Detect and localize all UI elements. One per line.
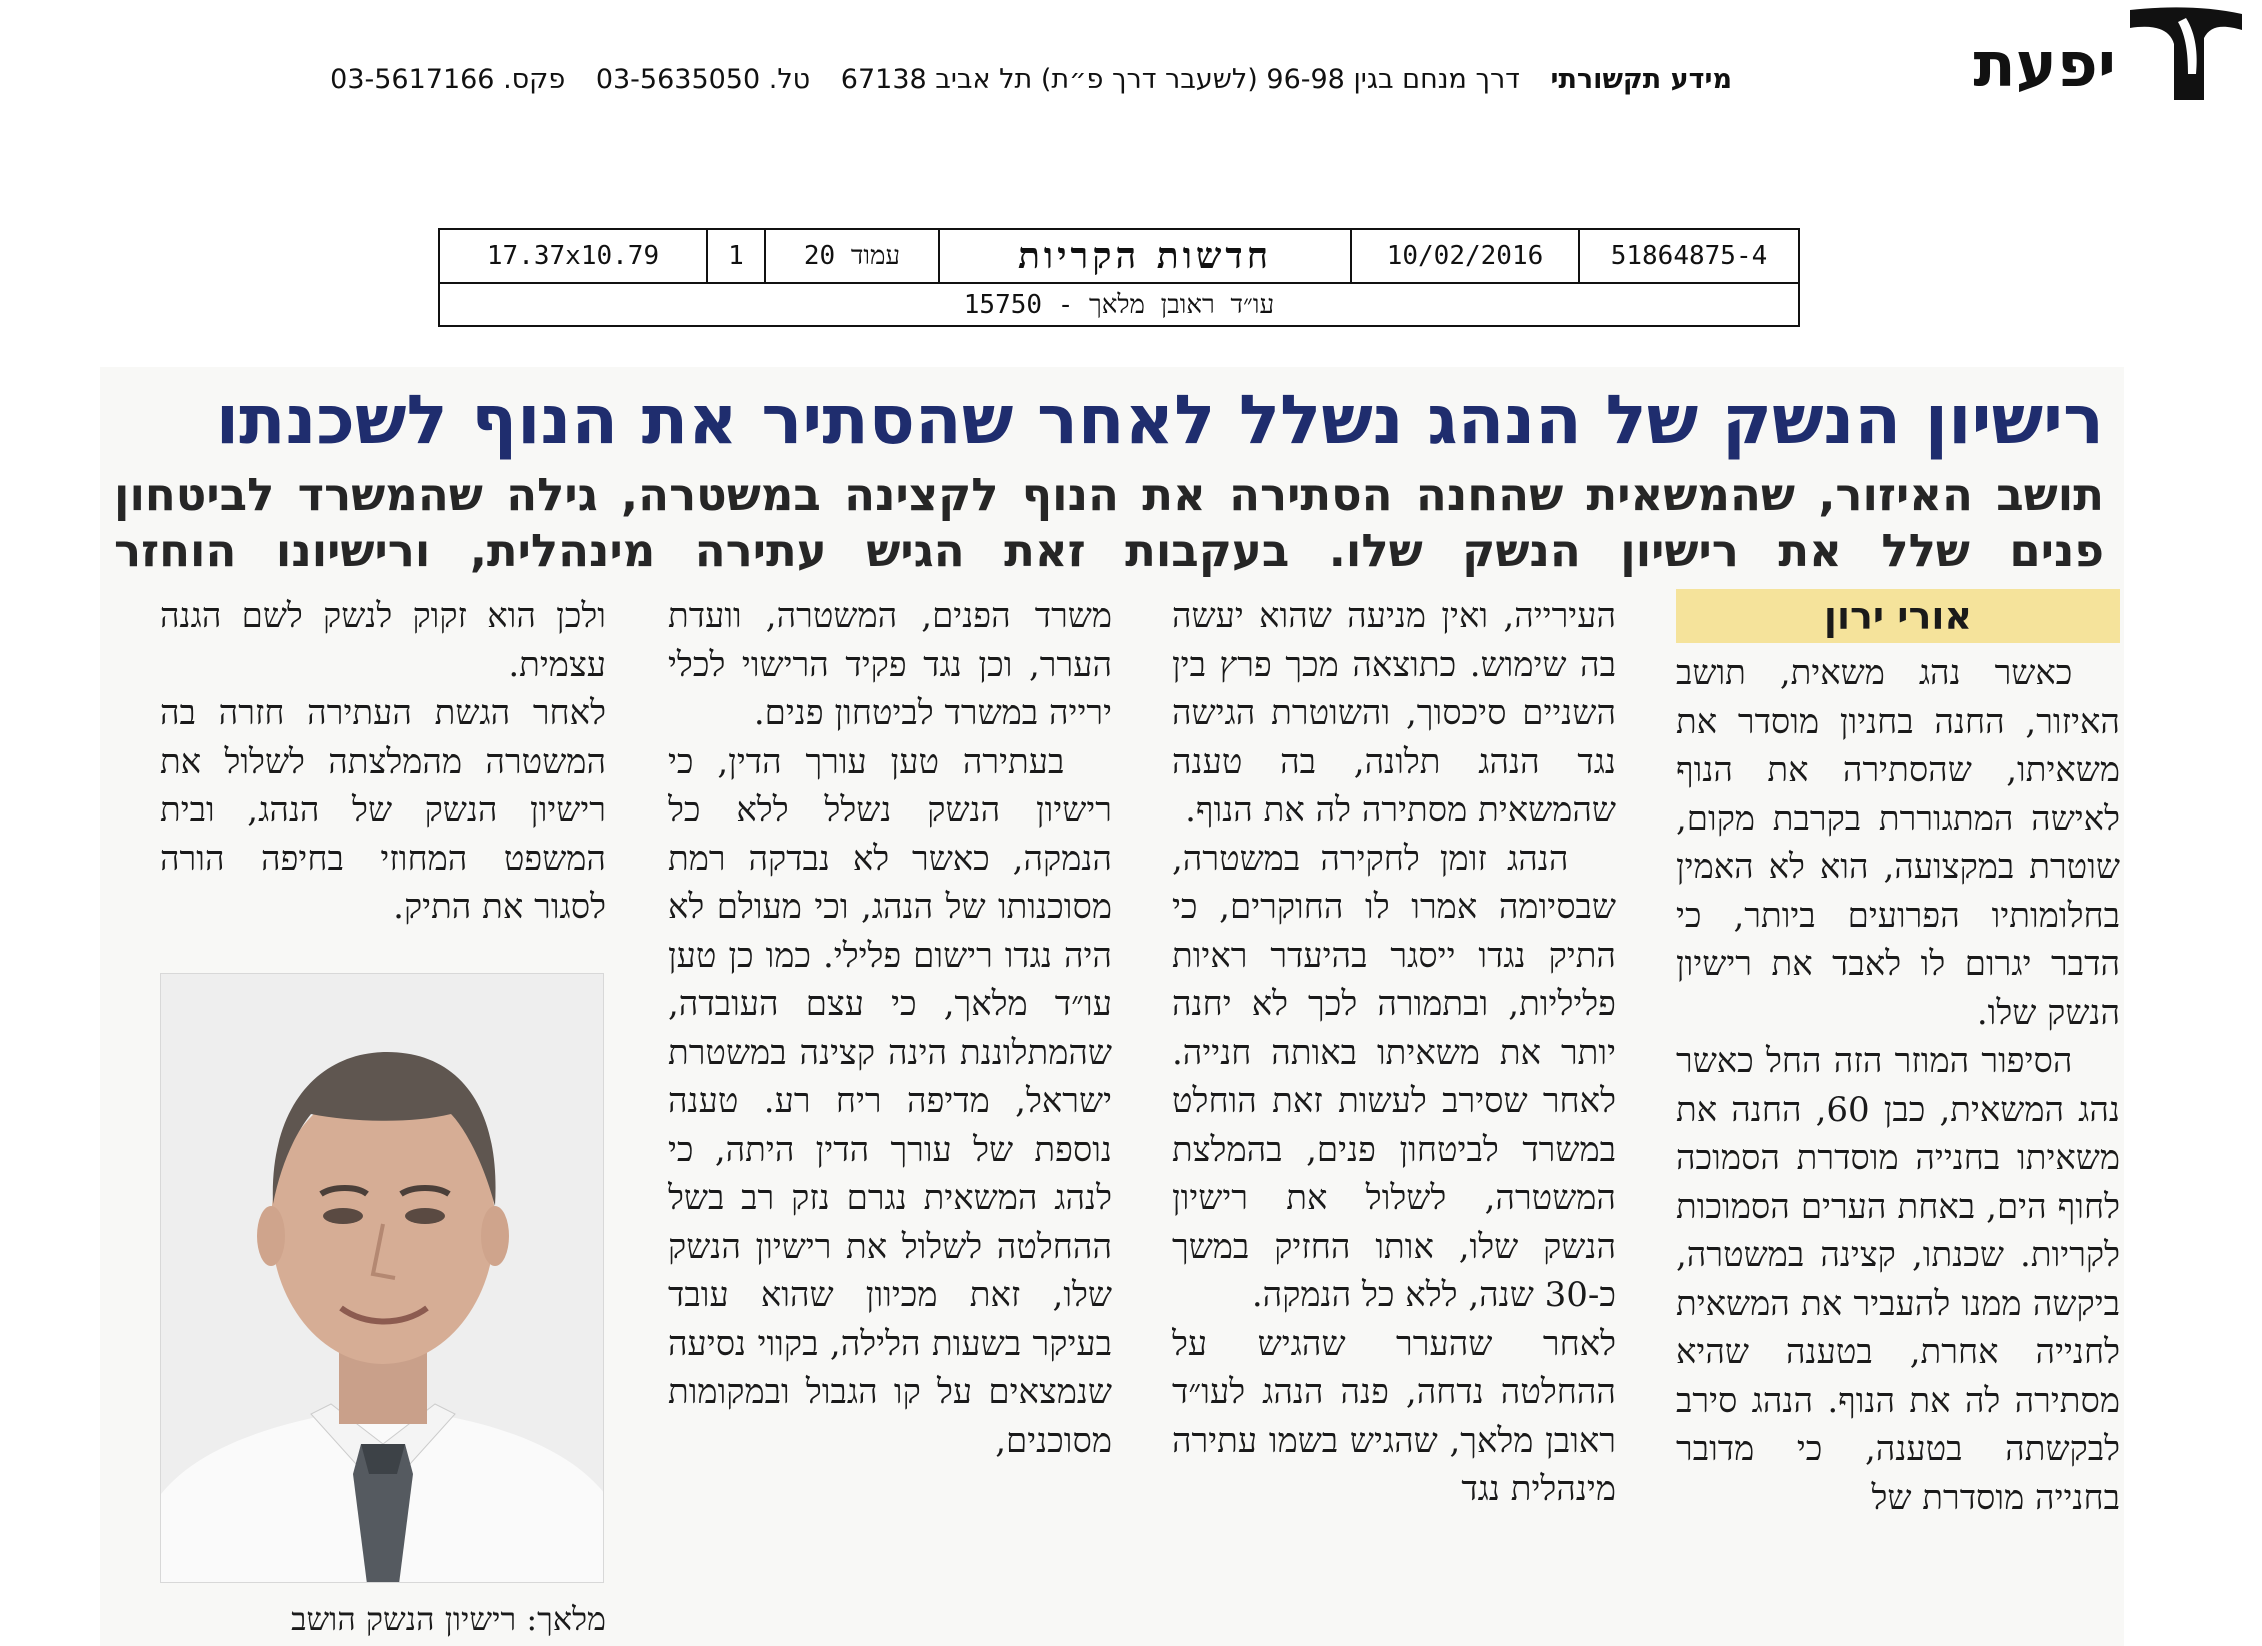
article-paragraph: כאשר נהג משאית, תושב האיזור, החנה בחניון מוסדר את משאיתו, שהסתירה את הנוף לאישה המתגוררת בקרבת מקום, שוטרת במקצועה, הוא לא האמין בחלומותיו הפרועים ביותר, כי הדבר יגרום לו לאבד את רישיון הנשק שלו. — [1676, 653, 2120, 1033]
clipping-info-row — [440, 230, 1798, 284]
portrait-illustration — [161, 974, 604, 1583]
article-column-4 — [160, 592, 606, 944]
yifat-logo-icon — [2126, 4, 2244, 102]
article-headline: רישיון הנשק של הנהג נשלל לאחר שהסתיר את הנוף לשכנתו — [215, 381, 2104, 460]
article-paragraph: הסיפור המוזר הזה החל כאשר נהג המשאית, כבן 60, החנה את משאיתו בחנייה מוסדרת הסמוכה לחוף הים, באחת הערים הסמוכות לקריות. שכנתו, קצינה במשטרה, ביקשה ממנו להעביר את המשאית לחנייה אחרת, בטענה שהיא מסתירה לה את הנוף. הנהג סירב לבקשתה בטענה, כי מדובר בחנייה מוסדרת של — [1676, 1041, 2120, 1518]
clip-date: 10/02/2016 — [1350, 230, 1578, 282]
logo-wordmark: יפעת — [1973, 28, 2116, 101]
clip-page: עמוד 20 — [764, 230, 938, 282]
lawyer-portrait-photo — [160, 973, 604, 1583]
company-phone: טל. 03-5635050 — [595, 64, 811, 95]
photo-caption: מלאך: רישיון הנשק הושב — [291, 1600, 606, 1638]
company-contact-line — [330, 62, 1732, 98]
article-paragraph: לאחר שהערר שהגיש על ההחלטה נדחה, פנה הנהג לעו״ד ראובן מלאך, שהגיש בשמו עתירה מינהלית נגד — [1172, 1323, 1616, 1509]
company-fax: פקס. 03-5617166 — [330, 64, 566, 95]
article-paragraph: העירייה, ואין מניעה שהוא יעשה בה שימוש. כתוצאה מכך פרץ בין השניים סיכסוך, והשוטרת הגישה נגד הנהג תלונה, בה טענה שהמשאית מסתירה לה את הנוף. — [1172, 596, 1616, 830]
article-column-1 — [1676, 589, 2120, 1643]
article-column-2 — [1172, 592, 1616, 1646]
article-paragraph: משרד הפנים, המשטרה, וועדת הערר, וכן נגד פקיד הרישוי לכלי ירייה במשרד לביטחון פנים. — [668, 596, 1112, 733]
article-paragraph: לאחר הגשת העתירה חזרה בה המשטרה מהמלצתה לשלול את רישיון הנשק של הנהג, ובית המשפט המחוזי בחיפה הורה לסגור את התיק. — [160, 693, 606, 927]
article-column-3 — [668, 592, 1112, 1646]
yifat-logo — [1874, 4, 2244, 104]
publication-name: חדשות הקריות — [938, 230, 1350, 282]
client-name: עו״ד ראובן מלאך - 15750 — [963, 290, 1275, 320]
clipping-info-table — [438, 228, 1800, 327]
clip-size: 17.37x10.79 — [486, 241, 660, 271]
article-paragraph: הנהג זומן לחקירה במשטרה, שבסיומה אמרו לו החוקרים, כי התיק נגדו ייסגר בהיעדר ראיות פליליות, ובתמורה לכך לא יחנה יותר את משאיתו באותה חנייה. לאחר שסירב לעשות זאת הוחלט במשרד לביטחון פנים, בהמלצת המשטרה, לשלול את רישיון הנשק שלו, אותו החזיק במשך כ-30 שנה, ללא כל הנמקה. — [1172, 838, 1616, 1315]
clip-count: 1 — [706, 230, 764, 282]
article-paragraph: ולכן הוא זקוק לנשק לשם הגנה עצמית. — [160, 596, 606, 685]
article-clipping — [100, 367, 2124, 1646]
article-subhead: תושב האיזור, שהמשאית שהחנה הסתירה את הנוף לקצינה במשטרה, גילה שהמשרד לביטחון פנים שלל את רישיון הנשק שלו. בעקבות זאת הגיש עתירה מינהלית, ורישיונו הוחזר — [114, 468, 2104, 577]
article-paragraph: בעתירה טען עורך הדין, כי רישיון הנשק נשלל ללא כל הנמקה, כאשר לא נבדקה רמת מסוכנותו של הנהג, וכי מעולם לא היה נגדו רישום פלילי. כמו כן טען עו״ד מלאך, כי עצם העובדה, שהמתלוננת הינה קצינה במשטרת ישראל, מדיפה ריח רע. טענה נוספת של עורך הדין היתה, כי לנהג המשאית נגרם נזק רב בשל ההחלטה לשלול את רישיון הנשק שלו, זאת מכיוון שהוא עובד בעיקר בשעות הלילה, בקווי נסיעה שנמצאים על קו הגבול ובמקומות מסוכנים, — [668, 741, 1112, 1461]
company-address: דרך מנחם בגין 96-98 (לשעבר דרך פ״ת) תל אביב 67138 — [840, 64, 1520, 95]
article-byline: אורי ירון — [1676, 589, 2120, 643]
company-tagline: מידע תקשורתי — [1550, 64, 1732, 95]
clip-id: 51864875-4 — [1578, 230, 1798, 282]
